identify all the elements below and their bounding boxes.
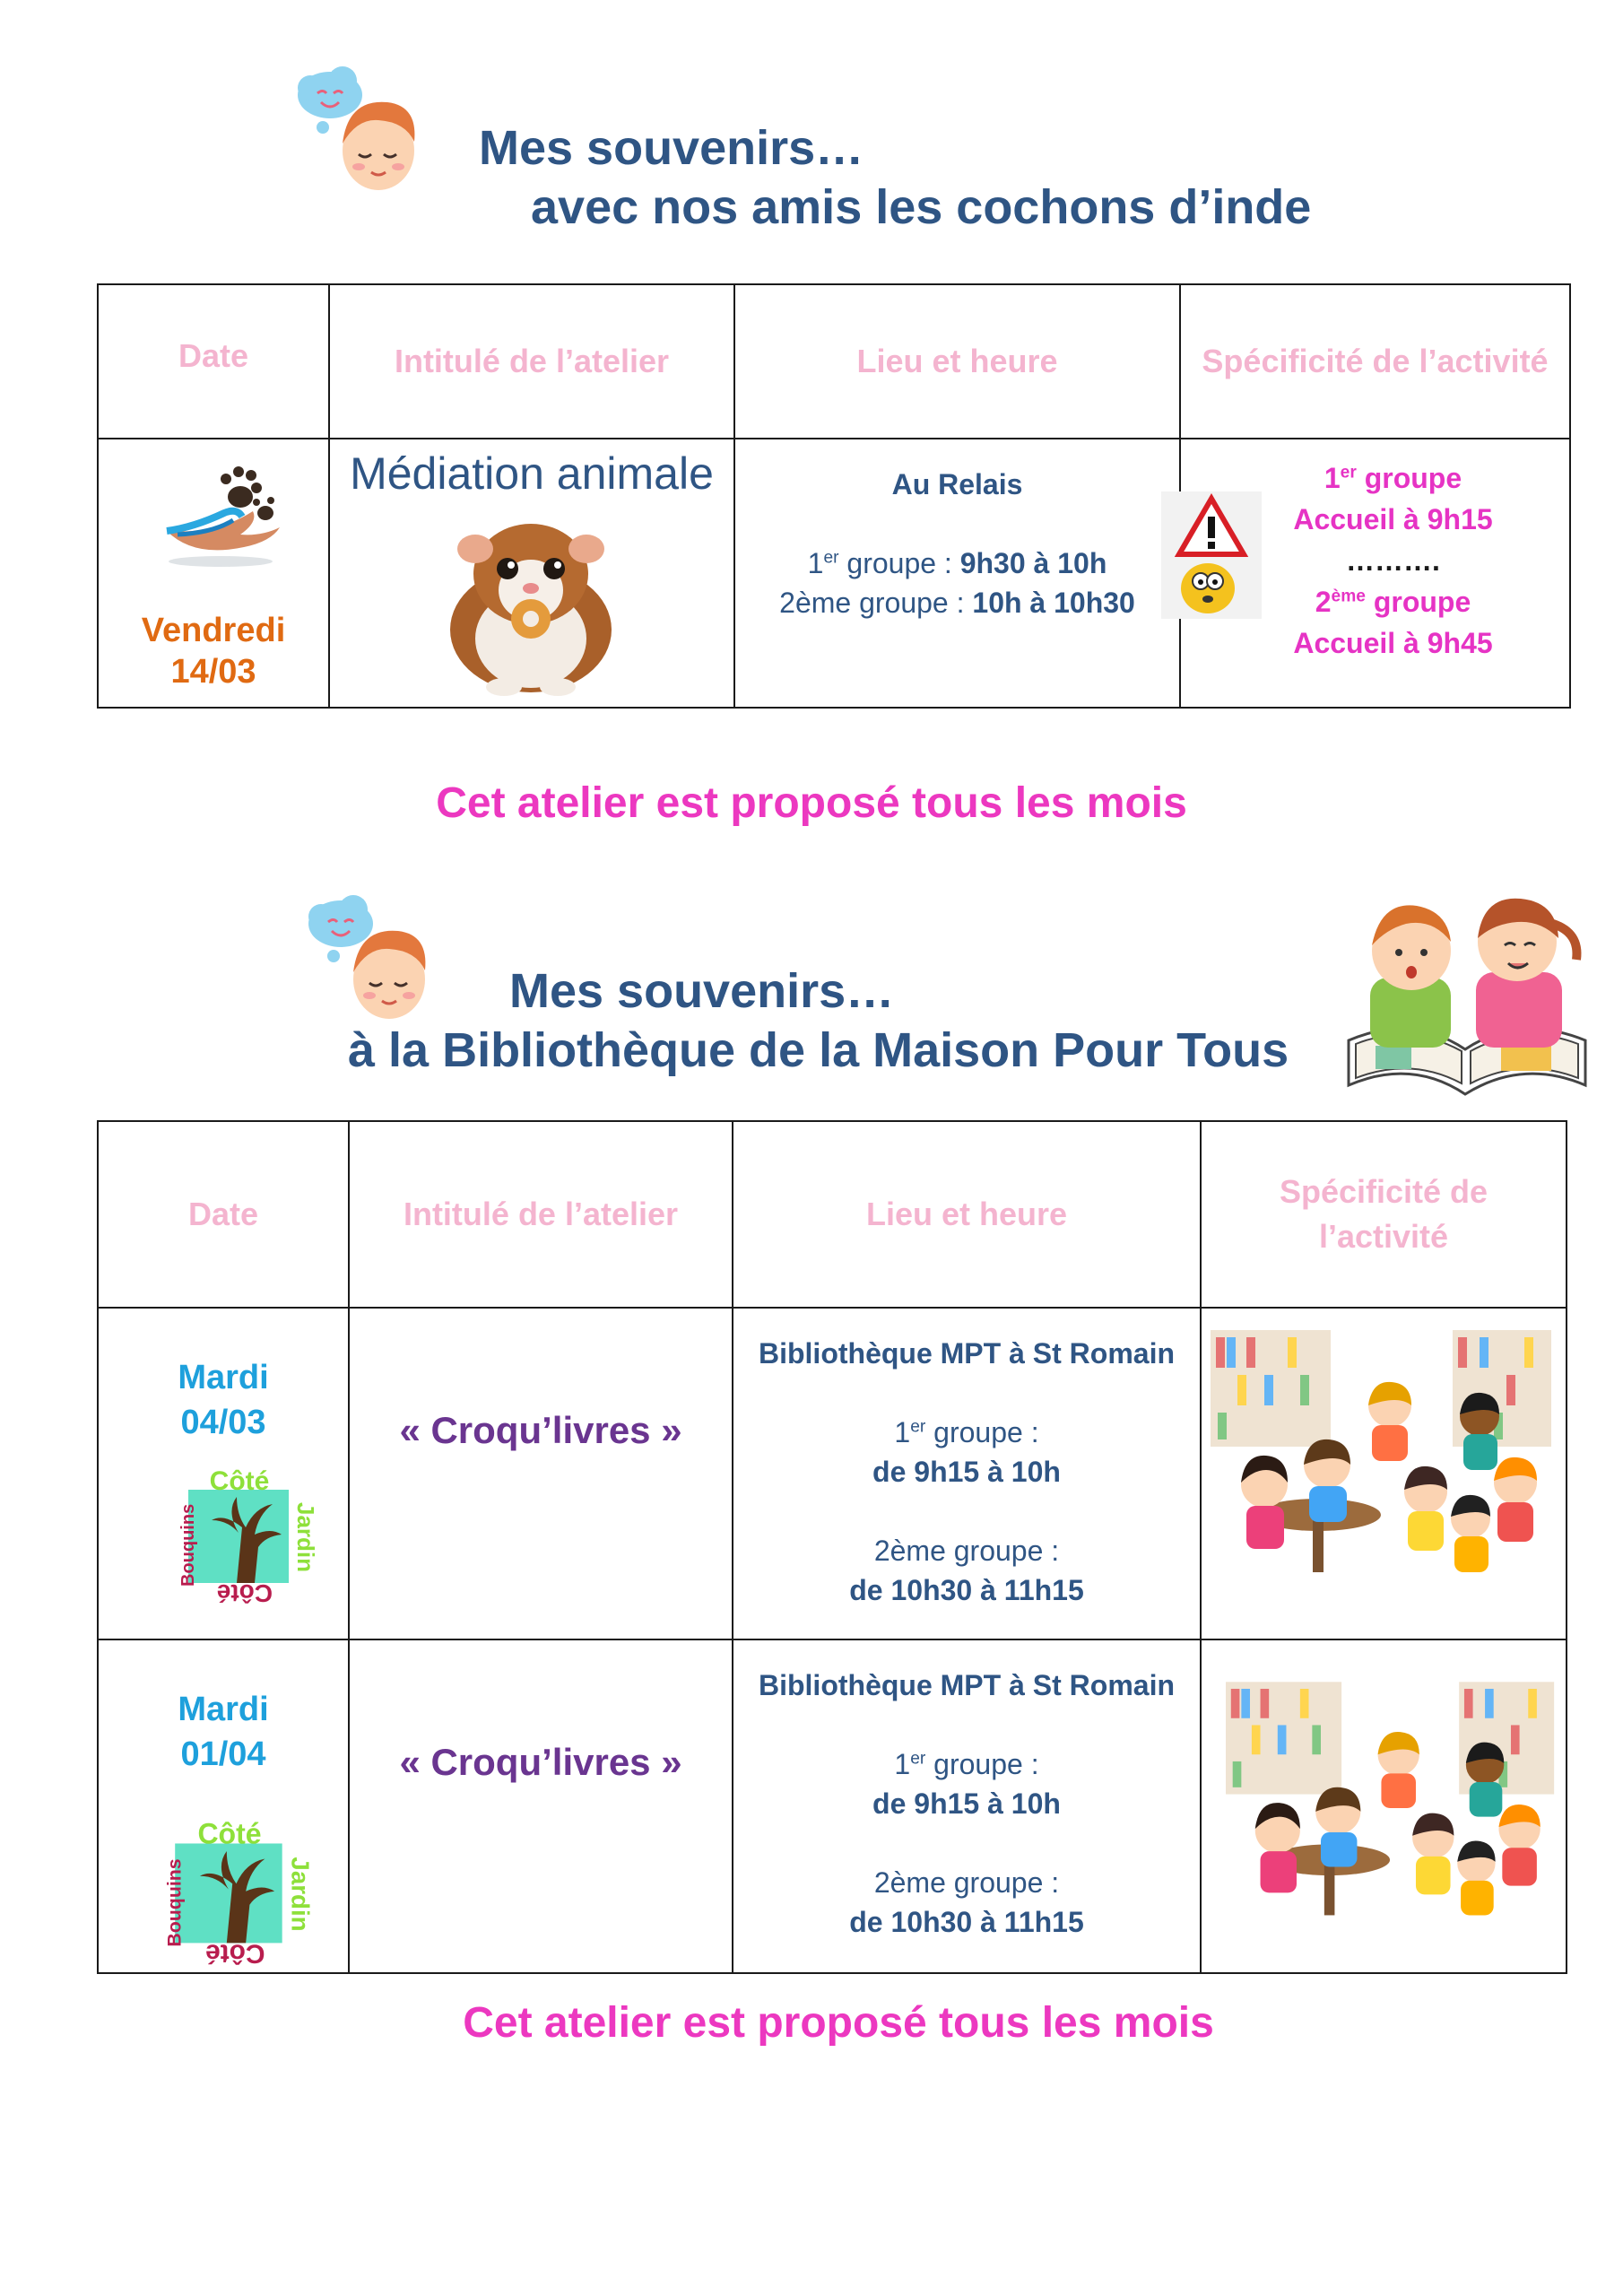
section2-title-line1: Mes souvenirs… [509, 964, 895, 1018]
header-date: Date [98, 284, 329, 439]
section1-footer: Cet atelier est proposé tous les mois [436, 779, 1187, 827]
section2-table [97, 1120, 1567, 1974]
svg-text:Bouquins: Bouquins [163, 1858, 186, 1947]
specificite-cell [1201, 1639, 1567, 1973]
library-children-icon [1211, 1330, 1555, 1590]
atelier-cell [349, 1639, 733, 1973]
svg-text:Côté: Côté [209, 1466, 270, 1496]
svg-text:Jardin: Jardin [292, 1502, 319, 1573]
lieu-place: Au Relais [891, 468, 1023, 500]
date-day: Mardi [178, 1359, 269, 1396]
lieu-group2: 2ème groupe : 10h à 10h30 [779, 587, 1135, 619]
atelier-cell [329, 439, 734, 708]
date-cell [98, 1639, 349, 1973]
lieu-group2: 2ème groupe : [873, 1535, 1060, 1567]
header-atelier: Intitulé de l’atelier [329, 284, 734, 439]
table-row [98, 1308, 1567, 1639]
header-date: Date [98, 1121, 349, 1308]
lieu-group2-time: de 10h30 à 11h15 [849, 1574, 1084, 1606]
lieu-group1: 1er groupe : 9h30 à 10h [807, 547, 1107, 579]
spec-accueil2: Accueil à 9h45 [1293, 627, 1493, 659]
header-specificite: Spécificité de l’activité [1180, 284, 1570, 439]
lieu-cell [734, 439, 1180, 708]
date-day: Mardi [178, 1691, 269, 1728]
date-number: 04/03 [180, 1404, 266, 1441]
spec-dots: ………. [1346, 544, 1440, 577]
reading-children-icon [1340, 879, 1594, 1105]
lieu-group1: 1er groupe : [894, 1416, 1039, 1448]
atelier-title: « Croqu’livres » [399, 1741, 682, 1783]
library-children-icon [1219, 1682, 1564, 1942]
svg-text:Bouquins: Bouquins [178, 1503, 198, 1587]
animal-paw-hand-icon [158, 456, 283, 572]
header-lieu: Lieu et heure [734, 284, 1180, 439]
lieu-group1: 1er groupe : [894, 1748, 1039, 1780]
header-lieu: Lieu et heure [733, 1121, 1201, 1308]
thinking-child-icon [296, 61, 421, 196]
lieu-cell [733, 1639, 1201, 1973]
lieu-place: Bibliothèque MPT à St Romain [758, 1669, 1175, 1701]
thinking-child-icon [307, 890, 432, 1024]
header-atelier: Intitulé de l’atelier [349, 1121, 733, 1308]
lieu-group1-time: de 9h15 à 10h [872, 1456, 1061, 1488]
spec-accueil1: Accueil à 9h15 [1293, 503, 1493, 535]
atelier-title: « Croqu’livres » [399, 1409, 682, 1451]
guinea-pig-icon [441, 504, 621, 701]
lieu-cell [733, 1308, 1201, 1639]
svg-text:Côté: Côté [197, 1817, 262, 1850]
cote-jardin-logo [172, 1466, 319, 1607]
spec-group2: 2ème groupe [1315, 586, 1471, 618]
atelier-cell [349, 1308, 733, 1639]
specificite-cell [1201, 1308, 1567, 1639]
section1-title-line2: avec nos amis les cochons d’inde [531, 180, 1312, 234]
header-specificite: Spécificité de l’activité [1201, 1121, 1567, 1308]
svg-text:Côté: Côté [205, 1938, 265, 1969]
section2-footer: Cet atelier est proposé tous les mois [463, 1999, 1214, 2047]
section2-title-line2: à la Bibliothèque de la Maison Pour Tous [348, 1023, 1289, 1077]
section1-table [97, 283, 1571, 709]
lieu-place: Bibliothèque MPT à St Romain [758, 1337, 1175, 1370]
date-number: 01/04 [180, 1735, 266, 1773]
lieu-group2: 2ème groupe : [873, 1866, 1060, 1899]
table-row [98, 1639, 1567, 1973]
date-cell [98, 1308, 349, 1639]
svg-text:Côté: Côté [216, 1579, 273, 1607]
svg-text:Jardin: Jardin [286, 1857, 315, 1932]
date-cell [98, 439, 329, 708]
spec-group1: 1er groupe [1324, 462, 1462, 494]
date-number: 14/03 [170, 653, 256, 691]
specificite-cell [1180, 439, 1570, 708]
section1-title-line1: Mes souvenirs… [479, 121, 864, 175]
cote-jardin-logo [158, 1817, 315, 1970]
atelier-title: Médiation animale [350, 448, 714, 499]
lieu-group2-time: de 10h30 à 11h15 [849, 1906, 1084, 1938]
lieu-group1-time: de 9h15 à 10h [872, 1787, 1061, 1820]
date-day: Vendredi [141, 612, 286, 649]
